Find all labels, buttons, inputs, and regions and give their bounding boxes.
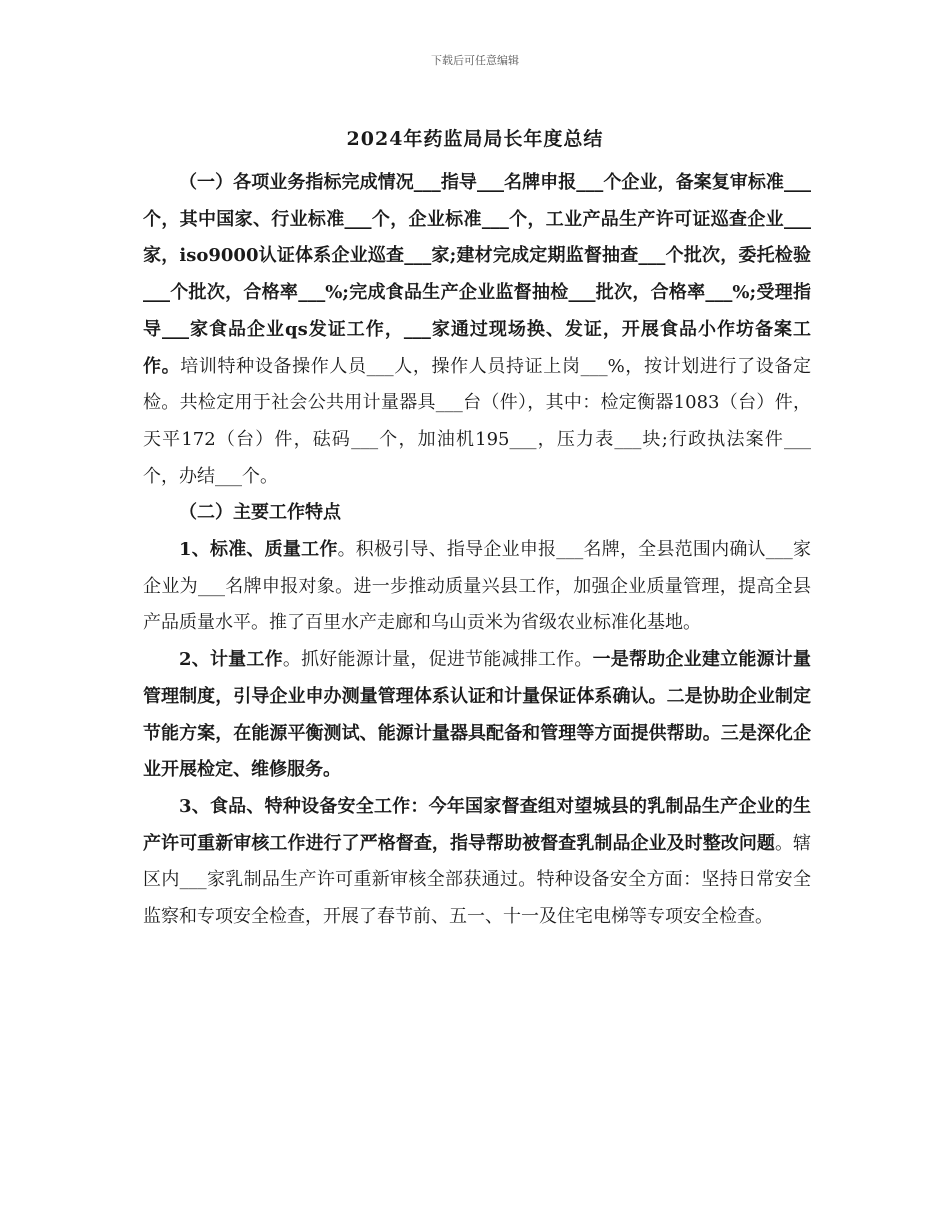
- item-3-bold-text: 3、食品、特种设备安全工作：今年国家督查组对望城县的乳制品生产企业的生产许可重新审核工作进行了严格督查，指导帮助被督查乳制品企业及时整改问题: [143, 795, 811, 854]
- item-2-text: 。抓好能源计量，促进节能减排工作。: [282, 649, 593, 671]
- paragraph-section-1: [143, 165, 811, 495]
- section-1-normal-text: 培训特种设备操作人员___人，操作人员持证上岗___%，按计划进行了设备定检。共检定用于社会公共用计量器具___台（件），其中：检定衡器1083（台）件，天平172（台）件，砝码___个，加油机195___，压力表___块;行政执法案件___个，办结___个。: [143, 355, 812, 487]
- item-1-text: 。积极引导、指导企业申报___名牌，全县范围内确认___家企业为___名牌申报对象。进一步推动质量兴县工作，加强企业质量管理，提高全县产品质量水平。推了百里水产走廊和乌山贡米为省级农业标准化基地。: [143, 539, 811, 634]
- item-1-heading: 1、标准、质量工作: [179, 539, 338, 561]
- item-2-bold-text: 一是帮助企业建立能源计量管理制度，引导企业申办测量管理体系认证和计量保证体系确认。二是协助企业制定节能方案，在能源平衡测试、能源计量器具配备和管理等方面提供帮助。三是深化企业开展检定、维修服务。: [143, 649, 811, 781]
- item-3-text: 。辖区内___家乳制品生产许可重新审核全部获通过。特种设备安全方面：坚持日常安全监察和专项安全检查，开展了春节前、五一、十一及住宅电梯等专项安全检查。: [143, 832, 812, 928]
- item-2-heading: 2、计量工作: [179, 649, 283, 671]
- paragraph-item-1: [143, 532, 811, 642]
- document-body: [143, 165, 811, 936]
- section-2-heading: （二）主要工作特点: [179, 502, 341, 524]
- document-title: 2024年药监局局长年度总结: [346, 128, 604, 150]
- page-header: 下载后可任意编辑: [431, 54, 519, 67]
- paragraph-item-3: [143, 789, 811, 936]
- paragraph-item-2: [143, 642, 811, 789]
- section-1-bold-text: （一）各项业务指标完成情况___指导___名牌申报___个企业，备案复审标准___个，其中国家、行业标准___个，企业标准___个，工业产品生产许可证巡查企业___家，iso9000认证体系企业巡查___家;建材完成定期监督抽查___个批次，委托检验___个批次，合格率___%;完成食品生产企业监督抽检___批次，合格率___%;受理指导___家食品企业qs发证工作，___家通过现场换、发证，开展食品小作坊备案工作。: [143, 172, 811, 377]
- paragraph-section-2-heading: [143, 495, 811, 532]
